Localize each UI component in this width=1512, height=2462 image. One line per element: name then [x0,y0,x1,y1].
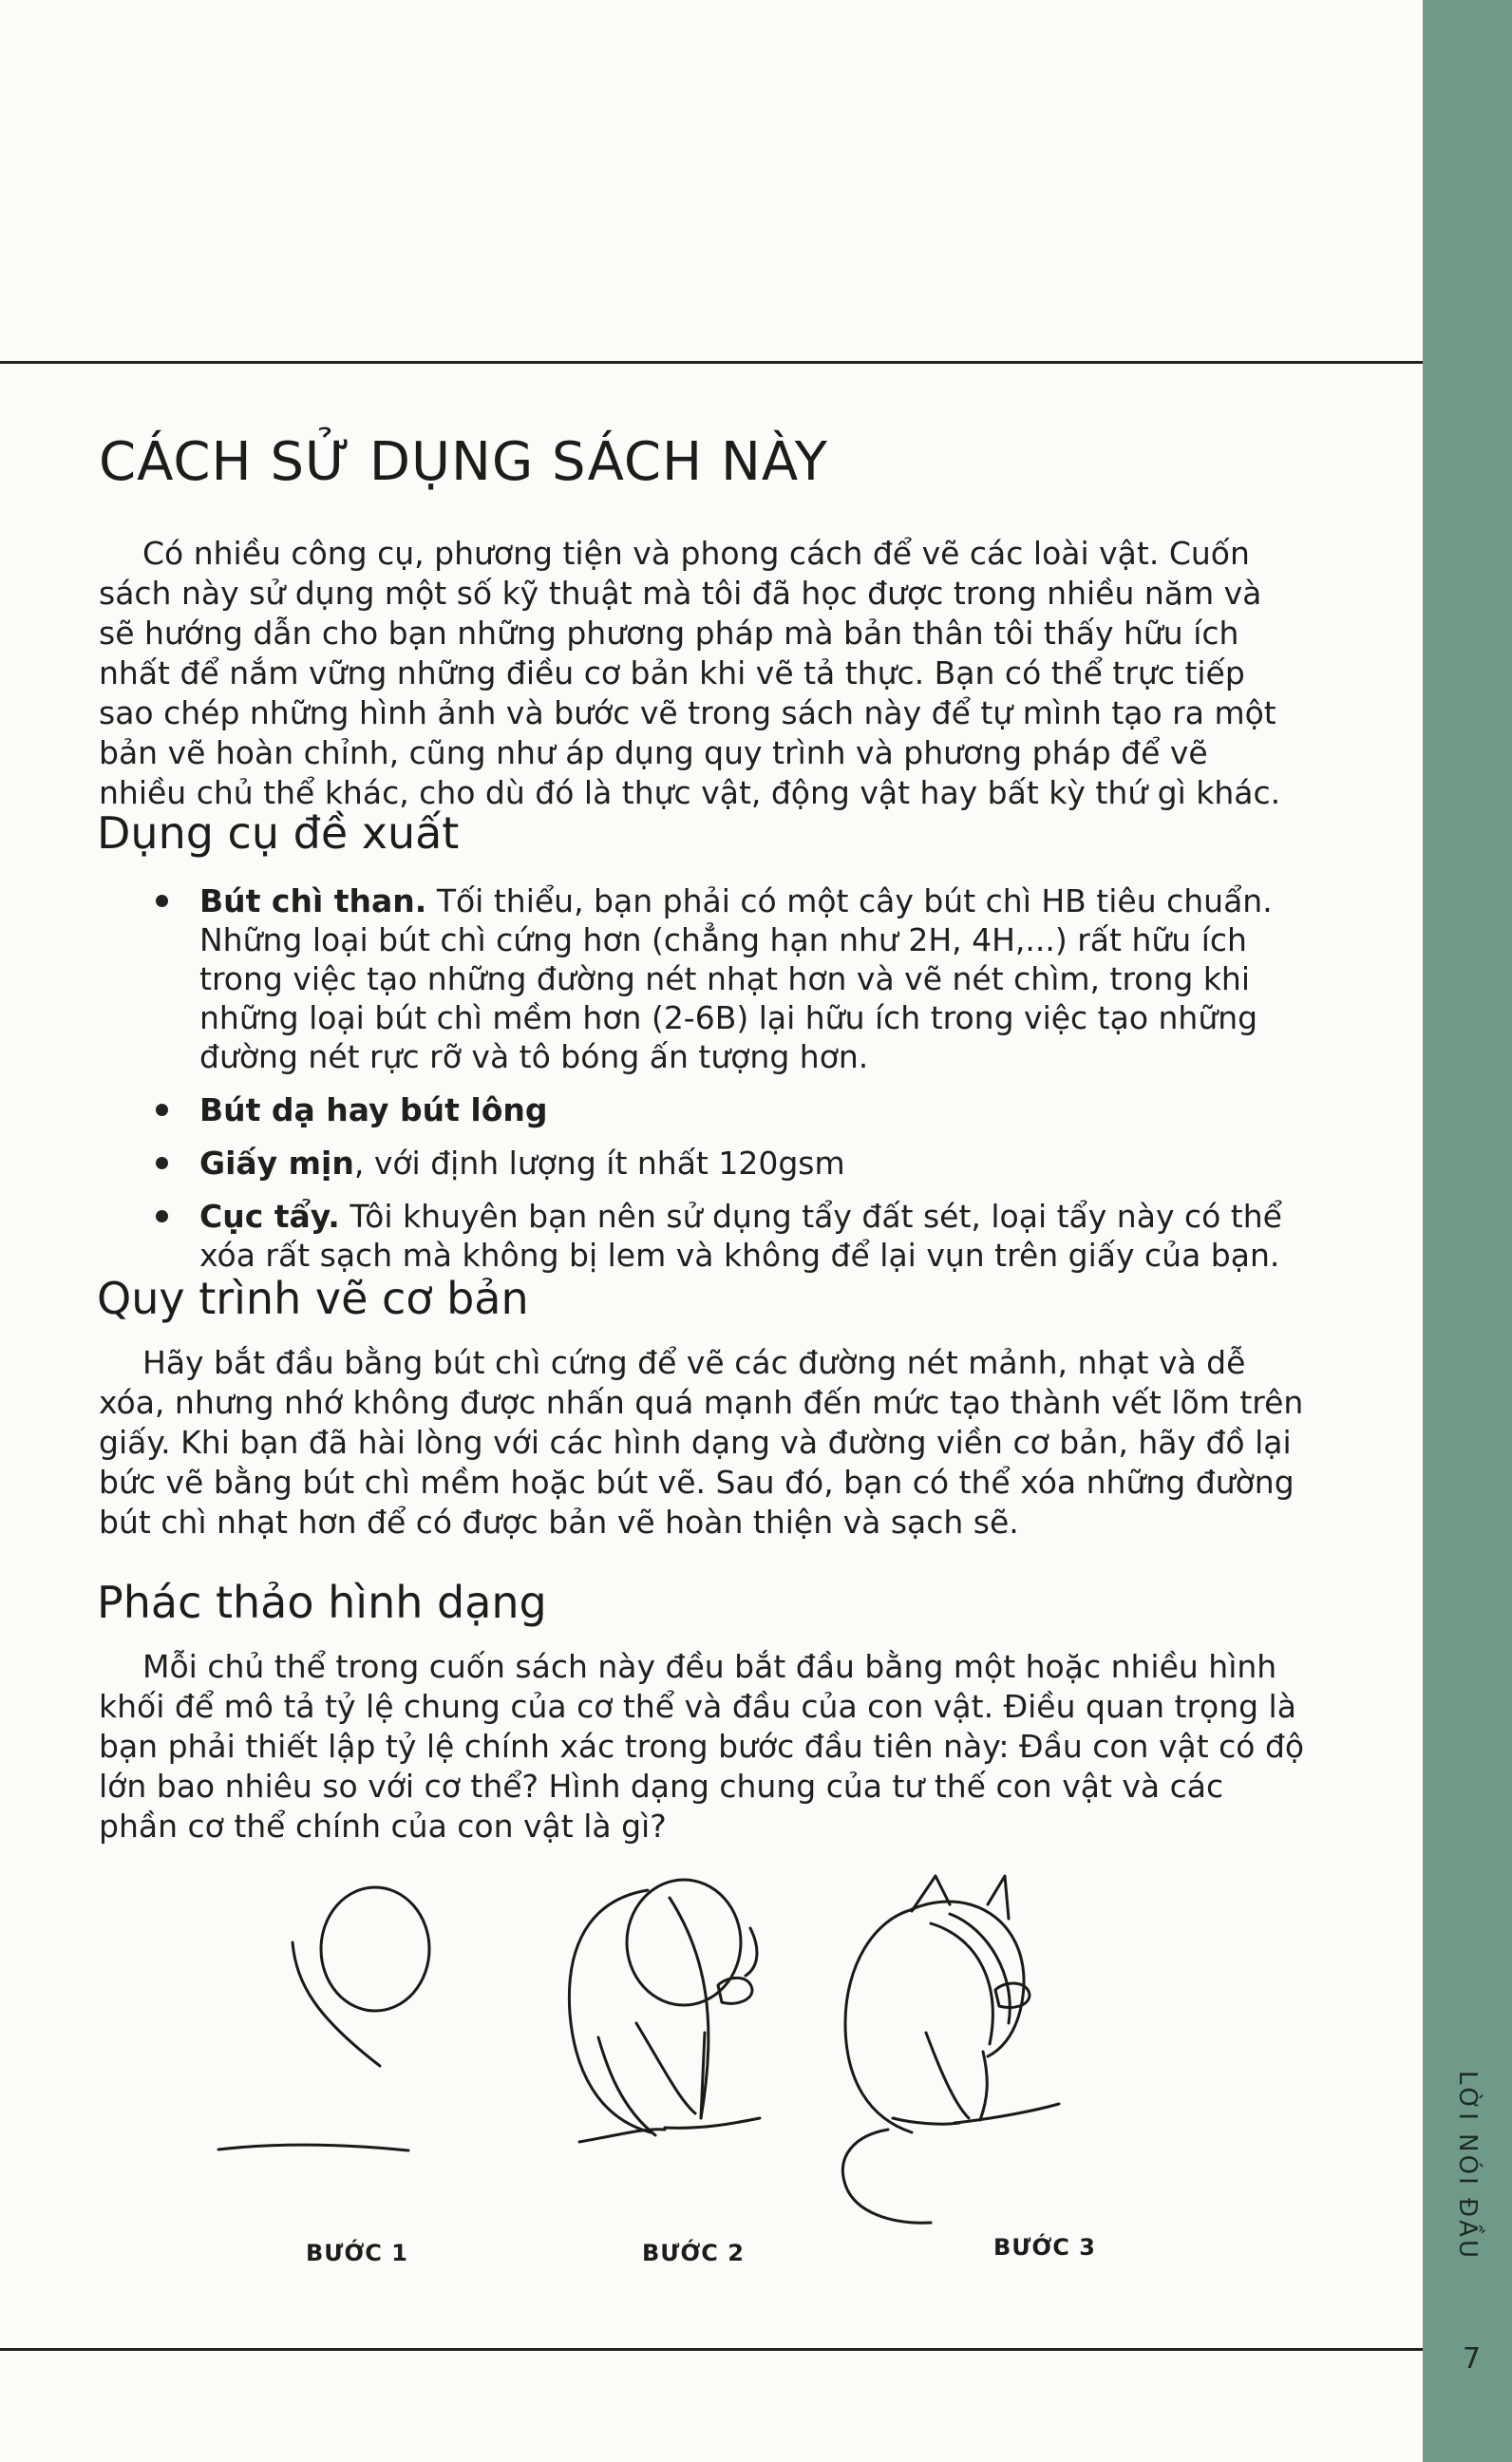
item-bold: Bút chì than. [199,882,427,919]
list-item [152,1144,1301,1183]
item-text: Tối thiểu, bạn phải có một cây bút chì HB tiêu chuẩn. Những loại bút chì cứng hơn (chẳng hạn như 2H, 4H,...) rất hữu ích trong việc tạo những đường nét nhạt hơn và vẽ nét chìm, trong khi những loại bút chì mềm hơn (2-6B) lại hữu ích trong việc tạo những đường nét rực rỡ và tô bóng ấn tượng hơn. [199,882,1273,1075]
chapter-label: LỜI NÓI ĐẦU [1453,2071,1482,2261]
step-3-sketch [842,1876,1059,2223]
step-sketches [190,1833,1235,2280]
step-1-label: BƯỚC 1 [306,2240,408,2266]
top-rule [0,361,1423,364]
step-2-sketch [569,1880,760,2142]
item-bold: Bút dạ hay bút lông [199,1091,548,1128]
intro-paragraph: Có nhiều công cụ, phương tiện và phong cách để vẽ các loài vật. Cuốn sách này sử dụng một số kỹ thuật mà tôi đã học được trong nhiều năm và sẽ hướng dẫn cho bạn những phương pháp mà bản thân tôi thấy hữu ích nhất để nắm vững những điều cơ bản khi vẽ tả thực. Bạn có thể trực tiếp sao chép những hình ảnh và bước vẽ trong sách này để tự mình tạo ra một bản vẽ hoàn chỉnh, cũng như áp dụng quy trình và phương pháp để vẽ nhiều chủ thể khác, cho dù đó là thực vật, động vật hay bất kỳ thứ gì khác. [99,535,1281,811]
process-heading: Quy trình vẽ cơ bản [97,1273,529,1324]
page-number: 7 [1463,2342,1482,2376]
bullet-icon [156,1104,168,1116]
list-item [152,1090,1301,1129]
step-2-label: BƯỚC 2 [642,2240,745,2266]
step-3-label: BƯỚC 3 [993,2234,1096,2261]
item-bold: Giấy mịn [199,1145,354,1182]
list-item [152,881,1301,1076]
tools-list [152,881,1301,1289]
tools-heading: Dụng cụ đề xuất [97,807,460,859]
list-item [152,1197,1301,1275]
sketching-paragraph: Mỗi chủ thể trong cuốn sách này đều bắt đầu bằng một hoặc nhiều hình khối để mô tả tỷ lệ chung của cơ thể và đầu của con vật. Điều quan trọng là bạn phải thiết lập tỷ lệ chính xác trong bước đầu tiên này: Đầu con vật có độ lớn bao nhiêu so với cơ thể? Hình dạng chung của tư thế con vật và các phần cơ thể chính của con vật là gì? [99,1648,1305,1845]
bullet-icon [156,895,168,907]
bullet-icon [156,1157,168,1169]
bottom-rule [0,2348,1423,2351]
item-text: , với định lượng ít nhất 120gsm [353,1145,845,1182]
sketching-heading: Phác thảo hình dạng [97,1577,547,1628]
process-paragraph: Hãy bắt đầu bằng bút chì cứng để vẽ các đường nét mảnh, nhạt và dễ xóa, nhưng nhớ không được nhấn quá mạnh đến mức tạo thành vết lõm trên giấy. Khi bạn đã hài lòng với các hình dạng và đường viền cơ bản, hãy đồ lại bức vẽ bằng bút chì mềm hoặc bút vẽ. Sau đó, bạn có thể xóa những đường bút chì nhạt hơn để có được bản vẽ hoàn thiện và sạch sẽ. [99,1344,1304,1541]
item-text: Tôi khuyên bạn nên sử dụng tẩy đất sét, loại tẩy này có thể xóa rất sạch mà không bị lem và không để lại vụn trên giấy của bạn. [199,1198,1282,1274]
page-title: CÁCH SỬ DỤNG SÁCH NÀY [99,431,829,493]
bullet-icon [156,1210,168,1222]
item-bold: Cục tẩy. [199,1198,340,1235]
step-1-sketch [218,1887,429,2150]
